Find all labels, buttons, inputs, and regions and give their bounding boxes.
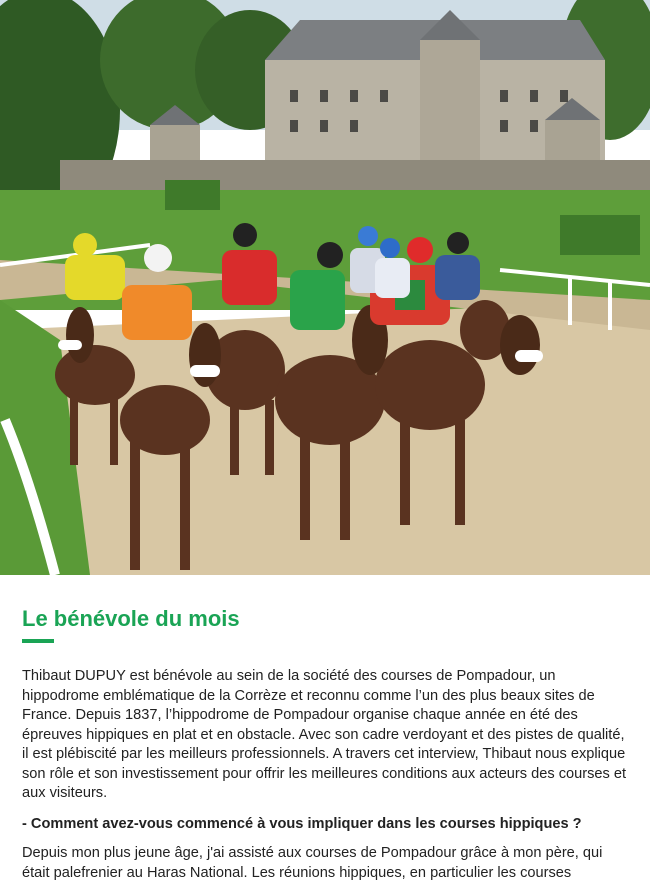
interview-question: - Comment avez-vous commencé à vous impliquer dans les courses hippiques ?: [22, 815, 582, 832]
interview-answer: Depuis mon plus jeune âge, j'ai assisté aux courses de Pompadour grâce à mon père, qui était palefrenier au Haras National. Les réunions hippiques, en particulier les courses: [22, 845, 603, 881]
title-underline: [22, 639, 54, 643]
article-body: [0, 605, 650, 883]
article-title: Le bénévole du mois: [22, 606, 240, 631]
article-intro: Thibaut DUPUY est bénévole au sein de la société des courses de Pompadour, un hippodrome emblématique de la Corrèze et reconnu comme l’un des plus beaux sites de France. Depuis 1837, l’hippodrome de Pompadour organise chaque année en été des épreuves hippiques en plat et en obstacle. Avec son cadre verdoyant et des pistes de qualité, il est plébiscité par les meilleurs professionnels. A travers cet interview, Thibaut nous explique son rôle et son investissement pour offrir les meilleures conditions aux acteurs des courses et aux visiteurs.: [22, 668, 627, 801]
